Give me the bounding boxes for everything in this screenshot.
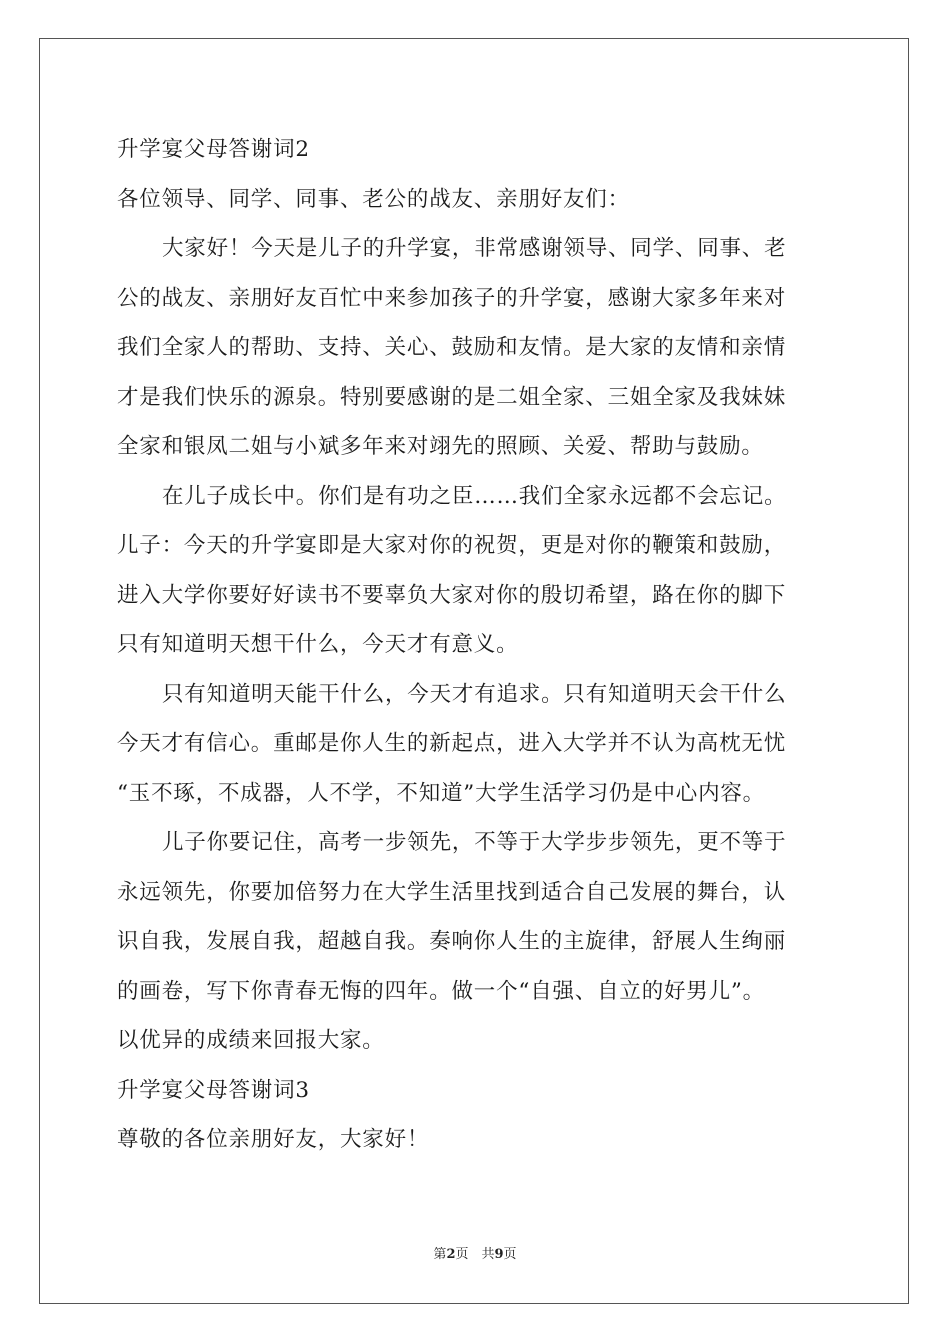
footer-page-total: 9 bbox=[494, 1247, 504, 1262]
footer-page-suffix: 页 bbox=[503, 1247, 517, 1262]
footer-page-mid: 页 共 bbox=[455, 1247, 495, 1262]
footer-page-current: 2 bbox=[446, 1247, 456, 1262]
paragraph-line: “玉不琢，不成器，人不学，不知道”大学生活学习仍是中心内容。 bbox=[117, 780, 765, 806]
salutation: 尊敬的各位亲朋好友，大家好！ bbox=[117, 1127, 430, 1152]
paragraph-line: 永远领先，你要加倍努力在大学生活里找到适合自己发展的舞台，认 bbox=[117, 879, 787, 905]
paragraph-line: 只有知道明天想干什么，今天才有意义。 bbox=[117, 632, 519, 657]
paragraph-line: 全家和银凤二姐与小斌多年来对翊先的照顾、关爱、帮助与鼓励。 bbox=[117, 434, 764, 459]
paragraph-line: 进入大学你要好好读书不要辜负大家对你的殷切希望，路在你的脚下 bbox=[117, 582, 787, 608]
paragraph-line: 儿子你要记住，高考一步领先，不等于大学步步领先，更不等于 bbox=[162, 830, 787, 855]
paragraph-line: 只有知道明天能干什么，今天才有追求。只有知道明天会干什么 bbox=[162, 681, 787, 707]
paragraph-line: 的画卷，写下你青春无悔的四年。做一个“自强、自立的好男儿”。 bbox=[117, 978, 765, 1004]
footer-page-prefix: 第 bbox=[433, 1247, 447, 1262]
paragraph-line: 识自我，发展自我，超越自我。奏响你人生的主旋律，舒展人生绚丽 bbox=[117, 929, 787, 954]
paragraph-line: 今天才有信心。重邮是你人生的新起点，进入大学并不认为高枕无忧 bbox=[117, 731, 787, 756]
paragraph-line: 公的战友、亲朋好友百忙中来参加孩子的升学宴，感谢大家多年来对 bbox=[117, 285, 787, 311]
section-title: 升学宴父母答谢词3 bbox=[117, 1077, 310, 1103]
paragraph-line: 才是我们快乐的源泉。特别要感谢的是二姐全家、三姐全家及我妹妹 bbox=[117, 384, 787, 410]
paragraph-line: 大家好！今天是儿子的升学宴，非常感谢领导、同学、同事、老 bbox=[162, 236, 787, 261]
page-footer bbox=[0, 1247, 950, 1263]
paragraph-line: 我们全家人的帮助、支持、关心、鼓励和友情。是大家的友情和亲情 bbox=[117, 335, 787, 360]
document-body bbox=[117, 125, 835, 1165]
section-title: 升学宴父母答谢词2 bbox=[117, 137, 310, 162]
paragraph-line: 在儿子成长中。你们是有功之臣……我们全家永远都不会忘记。 bbox=[162, 483, 787, 509]
paragraph-line: 儿子：今天的升学宴即是大家对你的祝贺，更是对你的鞭策和鼓励， bbox=[117, 533, 787, 558]
paragraph-line: 以优异的成绩来回报大家。 bbox=[117, 1028, 385, 1053]
salutation: 各位领导、同学、同事、老公的战友、亲朋好友们： bbox=[117, 186, 630, 212]
